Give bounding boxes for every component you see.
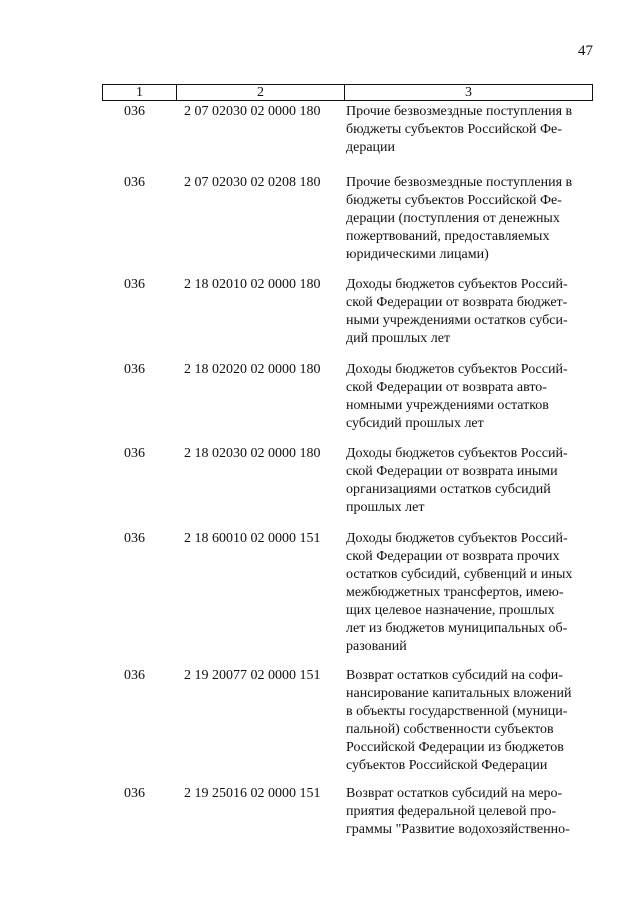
budget-class-code: 2 18 02030 02 0000 180: [184, 446, 321, 461]
admin-code: 036: [124, 104, 145, 119]
budget-class-code: 2 19 20077 02 0000 151: [184, 668, 321, 683]
budget-class-code: 2 19 25016 02 0000 151: [184, 786, 321, 801]
budget-class-code: 2 18 60010 02 0000 151: [184, 531, 321, 546]
header-col-1: 1: [136, 85, 143, 100]
table-header: [102, 84, 593, 101]
income-description: Прочие безвозмездные поступления в бюджеты субъектов Российской Фе- дерации (поступления от денежных пожертвований, предоставляемых юридическими лицами): [346, 175, 573, 262]
admin-code: 036: [124, 668, 145, 683]
income-description: Возврат остатков субсидий на софи- нансирование капитальных вложений в объекты государственной (муници- пальной) собственности субъектов Российской Федерации из бюджетов субъектов Российской Федерации: [346, 668, 572, 773]
income-description: Прочие безвозмездные поступления в бюджеты субъектов Российской Фе- дерации: [346, 104, 573, 155]
income-description: Доходы бюджетов субъектов Россий- ской Федерации от возврата бюджет- ными учреждениями остатков субси- дий прошлых лет: [346, 277, 568, 346]
budget-class-code: 2 18 02010 02 0000 180: [184, 277, 321, 292]
admin-code: 036: [124, 362, 145, 377]
budget-class-code: 2 18 02020 02 0000 180: [184, 362, 321, 377]
budget-class-code: 2 07 02030 02 0000 180: [184, 104, 321, 119]
header-col-3: 3: [344, 85, 592, 100]
income-description: Возврат остатков субсидий на меро- приятия федеральной целевой про- граммы "Развитие водохозяйственно-: [346, 786, 570, 837]
budget-class-code: 2 07 02030 02 0208 180: [184, 175, 321, 190]
admin-code: 036: [124, 786, 145, 801]
income-description: Доходы бюджетов субъектов Россий- ской Федерации от возврата иными организациями остатков субсидий прошлых лет: [346, 446, 568, 515]
admin-code: 036: [124, 531, 145, 546]
page-number: 47: [578, 43, 593, 59]
admin-code: 036: [124, 175, 145, 190]
income-description: Доходы бюджетов субъектов Россий- ской Федерации от возврата прочих остатков субсидий, субвенций и иных межбюджетных трансфертов, имею- щих целевое назначение, прошлых лет из бюджетов муниципальных об- разований: [346, 531, 573, 654]
income-description: Доходы бюджетов субъектов Россий- ской Федерации от возврата авто- номными учреждениями остатков субсидий прошлых лет: [346, 362, 568, 431]
admin-code: 036: [124, 446, 145, 461]
header-col-2: 2: [176, 85, 344, 100]
admin-code: 036: [124, 277, 145, 292]
